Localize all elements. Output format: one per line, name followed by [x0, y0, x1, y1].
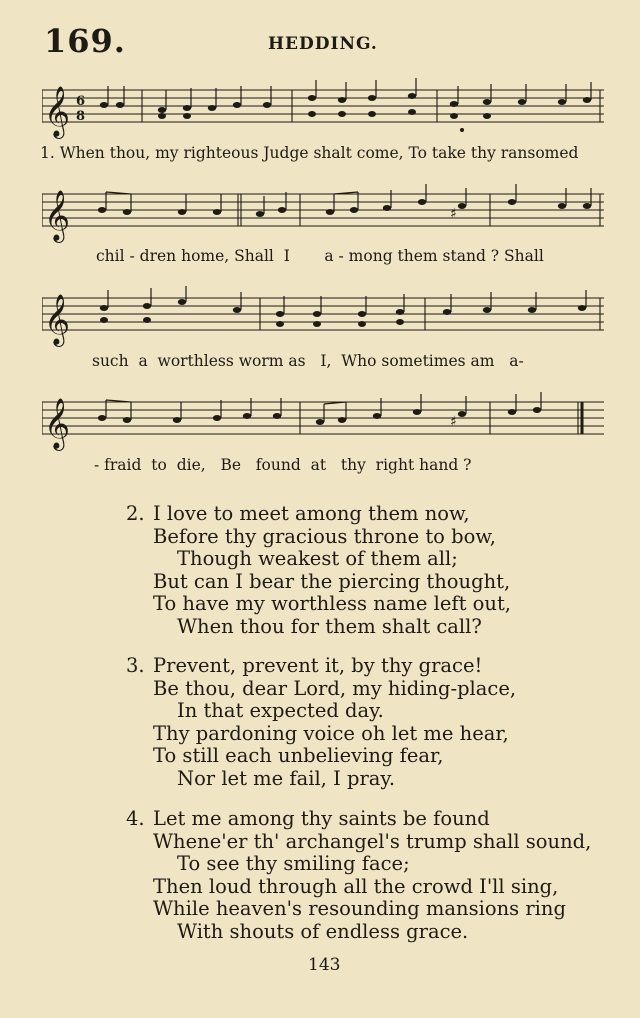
lyric-line-2: chil - dren home, Shall I a - mong them stand ? Shall	[96, 247, 544, 265]
stanza-line: To have my worthless name left out,	[153, 592, 511, 615]
stanza-line: Thy pardoning voice oh let me hear,	[153, 721, 509, 745]
treble-clef-icon: 𝄞	[44, 398, 71, 449]
sharp-icon: ♯	[450, 414, 457, 430]
stanza-number: 3.	[126, 654, 145, 677]
sharp-icon: ♯	[450, 206, 457, 222]
stanza-line: Be thou, dear Lord, my hiding-place,	[153, 676, 517, 700]
stanza-line: I love to meet among them now,	[153, 502, 470, 525]
treble-clef-icon: 𝄞	[44, 294, 71, 345]
stanza-line: Nor let me fail, I pray.	[177, 766, 396, 790]
treble-clef-icon: 𝄞	[44, 86, 71, 137]
tune-name: HEDDING.	[268, 34, 378, 54]
stanza-line: Before thy gracious throne to bow,	[153, 524, 496, 548]
page-number: 143	[308, 955, 341, 975]
stanza-line: But can I bear the piercing thought,	[153, 569, 511, 593]
stanza-line: With shouts of endless grace.	[177, 919, 469, 943]
stanza-line: To still each unbelieving fear,	[153, 744, 444, 767]
stanza-line: Prevent, prevent it, by thy grace!	[153, 654, 483, 677]
stanza-line: In that expected day.	[177, 699, 384, 722]
lyric-line-4: - fraid to die, Be found at thy right hand ?	[94, 456, 472, 474]
stanza-line: While heaven's resounding mansions ring	[153, 897, 566, 920]
lyric-line-3: such a worthless worm as I, Who sometimes am a-	[92, 352, 524, 370]
stanza-line: Then loud through all the crowd I'll sing,	[153, 874, 559, 898]
stanza-2	[126, 503, 511, 638]
stanza-number: 4.	[126, 807, 145, 830]
stanza-line: Though weakest of them all;	[177, 547, 458, 570]
svg-text:8: 8	[76, 109, 86, 124]
lyric-line-1: 1. When thou, my righteous Judge shalt come, To take thy ransomed	[40, 144, 579, 162]
stanza-line: Whene'er th' archangel's trump shall sound,	[153, 829, 592, 853]
stanza-4	[126, 808, 591, 943]
treble-clef-icon: 𝄞	[44, 190, 71, 241]
stanza-3	[126, 655, 516, 790]
hymn-number: 169.	[44, 22, 126, 60]
stanza-line: When thou for them shalt call?	[177, 614, 482, 638]
stanza-line: To see thy smiling face;	[177, 852, 410, 875]
stanza-line: Let me among thy saints be found	[153, 807, 490, 830]
stanza-number: 2.	[126, 502, 145, 525]
time-signature: 6	[76, 94, 86, 109]
